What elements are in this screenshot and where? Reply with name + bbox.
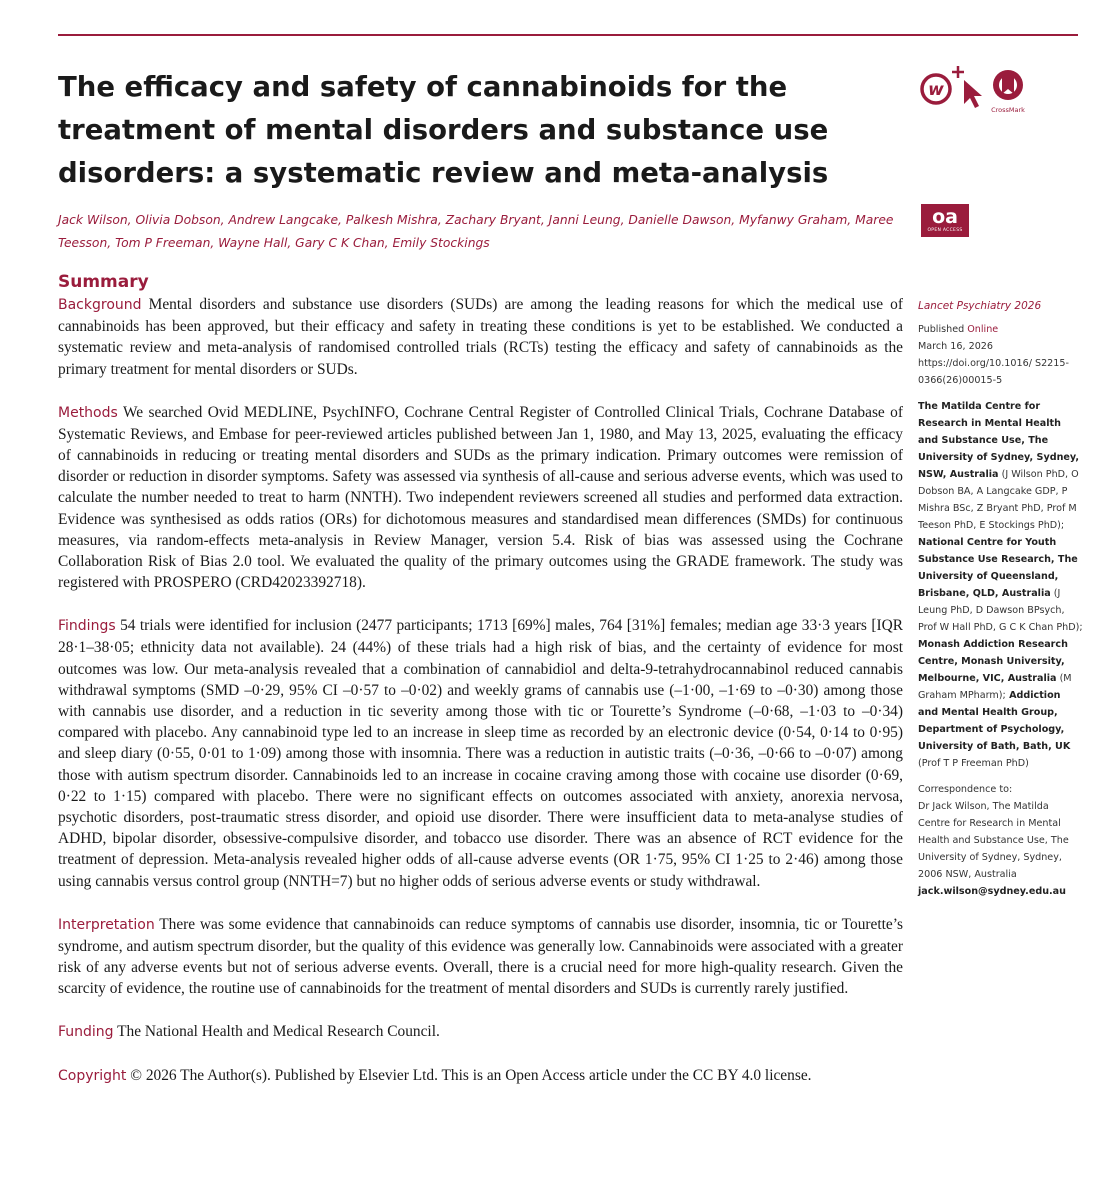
affiliation-3: Monash Addiction Research Centre, Monash University, Melbourne, VIC, Australia [918, 639, 1068, 684]
author-list: Jack Wilson, Olivia Dobson, Andrew Langcake, Palkesh Mishra, Zachary Bryant, Janni Leung, Danielle Dawson, Myfanwy Graham, Maree Teesson, Tom P Freeman, Wayne Hall, Gary C K Chan, Emily Stockings [58, 213, 894, 250]
svg-text:w: w [928, 80, 944, 100]
sidebar [918, 298, 1083, 909]
affiliations [918, 398, 1083, 772]
affiliation-4-people: (Prof T P Freeman PhD) [918, 758, 1029, 769]
affiliation-2: National Centre for Youth Substance Use Research, The University of Queensland, Brisbane, QLD, Australia [918, 537, 1078, 599]
publication-date: March 16, 2026 [918, 341, 994, 352]
methods-label: Methods [58, 404, 118, 421]
findings-text: 54 trials were identified for inclusion (2477 participants; 1713 [69%] males, 764 [31%] females; median age 33·3 years [IQR 28·1–38·05; ethnicity data not available). 24 (44%) of these trials had a high risk of bias, and the certainty of evidence for most outcomes was low. Our meta-analysis revealed that a combination of cannabidiol and delta-9-tetrahydrocannabinol reduced cannabis withdrawal symptoms (SMD –0·29, 95% CI –0·57 to –0·02) and weekly grams of cannabis use (–1·00, –1·69 to –0·30) among those with cannabis use disorder, and a reduction in tic severity among those with tic or Tourette’s Syndrome (–0·68, –1·03 to –0·34) compared with placebo. Any cannabinoid type led to an increase in sleep time as recorded by an electronic device (0·54, 0·14 to 0·95) and sleep diary (0·55, 0·01 to 1·09) among those with insomnia. There was a reduction in autistic traits (–0·36, –0·66 to –0·07) among those with autism spectrum disorder. Cannabinoids led to an increase in cocaine craving among those with cocaine use disorder (0·69, 0·22 to 1·15) compared with placebo. There were no significant effects on outcomes associated with anxiety, anorexia nervosa, psychotic disorders, post-traumatic stress disorder, and opioid use disorder. There were insufficient data to meta-analyse studies of ADHD, bipolar disorder, obsessive-compulsive disorder, and tobacco use disorder. There was an absence of RCT evidence for the treatment of depression. Meta-analysis revealed higher odds of all-cause adverse events (OR 1·75, 95% CI 1·25 to 2·46) among those using cannabis versus control group (NNTH=7) but no higher odds of serious adverse events or study withdrawal. [58, 617, 903, 890]
affiliation-1: The Matilda Centre for Research in Mental Health and Substance Use, The University of Sydney, Sydney, NSW, Australia [918, 401, 1080, 480]
cursor-icon[interactable] [964, 80, 982, 108]
copyright-label: Copyright [58, 1068, 127, 1085]
header-icons [918, 64, 1038, 124]
affiliation-4: Addiction and Mental Health Group, Department of Psychology, University of Bath, Bath, UK [918, 690, 1071, 752]
correspondence-text: Dr Jack Wilson, The Matilda Centre for Research in Mental Health and Substance Use, The University of Sydney, Sydney, 2006 NSW, Australia [918, 801, 1069, 880]
methods-text: We searched Ovid MEDLINE, PsychINFO, Cochrane Central Register of Controlled Clinical Trials, Cochrane Database of Systematic Reviews, and Embase for peer-reviewed articles published between Jan 1, 1980, and May 13, 2025, evaluating the efficacy of cannabinoids in reducing or treating mental disorders and SUDs as the primary indication. Primary outcomes were remission of disorder or reduction in disorder symptoms. Safety was assessed via synthesis of all-cause and serious adverse events, which was used to calculate the number needed to treat to harm (NNTH). Two independent reviewers screened all studies and performed data extraction. Evidence was synthesised as odds ratios (ORs) for dichotomous measures and standardised mean differences (SMDs) for continuous measures, via random-effects meta-analysis in Review Manager, version 5.4. Risk of bias was assessed using the Cochrane Collaboration Risk of Bias 2.0 tool. We evaluated the quality of the primary outcomes using the GRADE framework. The study was registered with PROSPERO (CRD42023392718). [58, 403, 903, 592]
interpretation-text: There was some evidence that cannabinoids can reduce symptoms of cannabis use disorder, insomnia, tic or Tourette’s syndrome, and autism spectrum disorder, but the quality of this evidence was generally low. Cannabinoids were associated with a greater risk of any adverse events but not of serious adverse events. Overall, there is a crucial need for more high-quality research. Given the scarcity of evidence, the routine use of cannabinoids for the treatment of mental disorders and SUDs is currently rarely justified. [58, 915, 904, 998]
correspondence [918, 781, 1083, 900]
crossmark-label: CrossMark [991, 106, 1025, 114]
interpretation-label: Interpretation [58, 916, 155, 933]
methods-section [58, 402, 903, 594]
published-online: Online [967, 324, 999, 335]
interpretation-section [58, 914, 903, 1000]
background-text: Mental disorders and substance use disorders (SUDs) are among the leading reasons for which the medical use of cannabinoids has been approved, but their efficacy and safety in treating these conditions is yet to be established. We conducted a systematic review and meta-analysis of randomised controlled trials (RCTs) testing the efficacy and safety of cannabinoids as the primary treatment for mental disorders or SUDs. [58, 296, 903, 378]
top-rule [58, 34, 1078, 36]
w-plus-icon[interactable] [922, 66, 964, 103]
article-title: The efficacy and safety of cannabinoids for the treatment of mental disorders and substance use disorders: a systematic review and meta-analysis [58, 71, 829, 189]
copyright-section [58, 1065, 903, 1087]
correspondence-email[interactable]: jack.wilson@sydney.edu.au [918, 886, 1066, 897]
doi-link[interactable]: https://doi.org/10.1016/ S2215-0366(26)00015-5 [918, 358, 1069, 386]
findings-section [58, 615, 903, 892]
open-access-badge[interactable] [921, 204, 969, 237]
summary-heading: Summary [58, 272, 149, 292]
background-section [58, 294, 903, 380]
publication-info [918, 321, 1083, 389]
journal-citation: Lancet Psychiatry 2026 [918, 300, 1042, 312]
crossmark-icon[interactable] [993, 70, 1023, 100]
abstract [58, 294, 903, 1109]
correspondence-label: Correspondence to: [918, 784, 1013, 795]
funding-section [58, 1021, 903, 1043]
published-prefix: Published [918, 324, 968, 335]
background-label: Background [58, 297, 142, 313]
affiliation-1-people: (J Wilson PhD, O Dobson BA, A Langcake GDP, P Mishra BSc, Z Bryant PhD, Prof M Teeson PhD, E Stockings PhD); [918, 469, 1079, 531]
oa-caption: OPEN ACCESS [927, 228, 963, 233]
affiliation-3-people: (M Graham MPharm); [918, 673, 1072, 701]
funding-text: The National Health and Medical Research Council. [117, 1023, 440, 1041]
affiliation-2-people: (J Leung PhD, D Dawson BPsych, Prof W Hall PhD, G C K Chan PhD); [918, 588, 1083, 633]
copyright-text: © 2026 The Author(s). Published by Elsevier Ltd. This is an Open Access article under the CC BY 4.0 license. [130, 1067, 812, 1085]
funding-label: Funding [58, 1024, 114, 1041]
findings-label: Findings [58, 618, 116, 635]
oa-logo-text: oa [932, 206, 958, 228]
